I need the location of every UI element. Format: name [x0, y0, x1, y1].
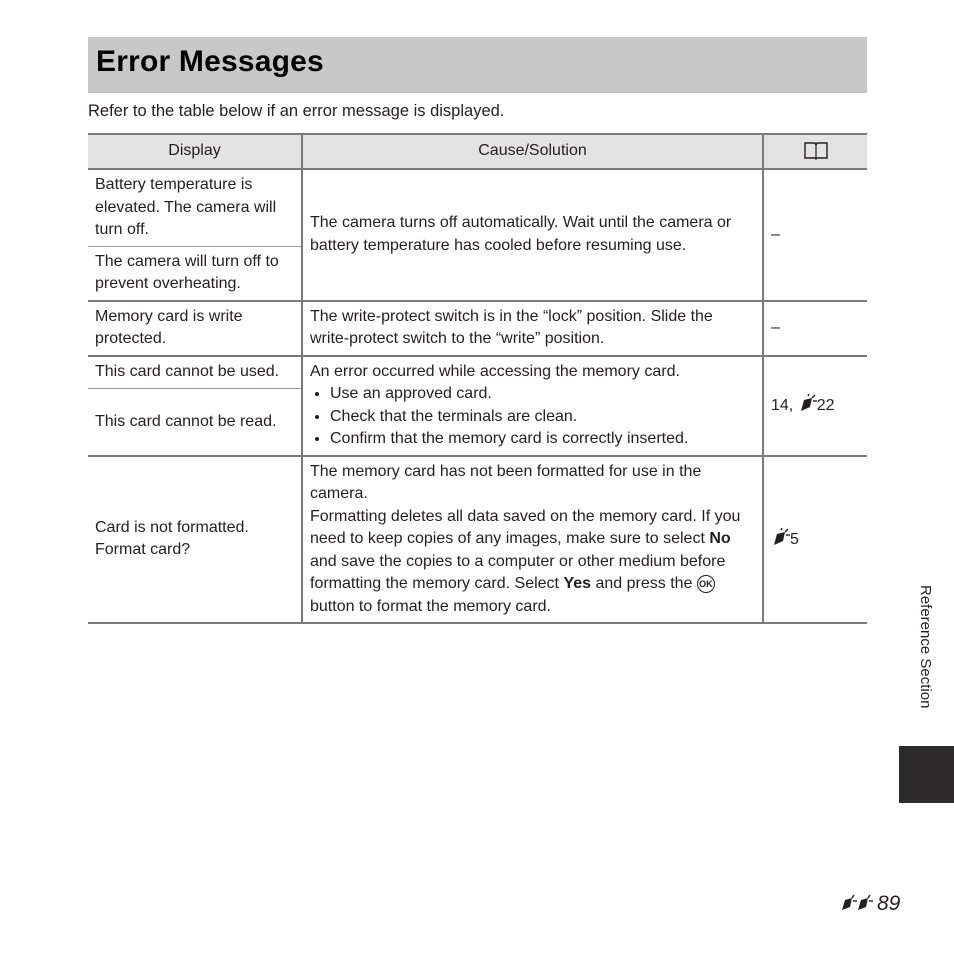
error-table — [88, 133, 867, 624]
display-cell: This card cannot be used. — [88, 356, 302, 389]
reference-section-icon — [840, 894, 876, 914]
cause-text: and press the — [591, 575, 697, 592]
cause-paragraph-2 — [310, 506, 755, 619]
cause-cell: The camera turns off automatically. Wait until the camera or battery temperature has cooled before resuming use. — [302, 169, 763, 301]
page-number — [840, 892, 900, 916]
book-icon — [803, 140, 829, 160]
display-cell: Card is not formatted. Format card? — [88, 456, 302, 624]
ref-cell: – — [763, 301, 867, 356]
side-tab — [899, 746, 954, 803]
cause-text: button to format the memory card. — [310, 597, 551, 615]
page-title: Error Messages — [96, 45, 324, 78]
table-row — [88, 169, 867, 246]
ref-prefix: 14, — [771, 396, 798, 414]
yes-option: Yes — [563, 575, 592, 592]
ref-cell — [763, 356, 867, 456]
list-item: • Check that the terminals are clean. — [330, 406, 755, 429]
cause-text: Formatting deletes all data saved on the memory card. If you need to keep copies of any images, make sure to select — [310, 507, 741, 547]
table-row — [88, 301, 867, 356]
page-number-value: 89 — [877, 892, 901, 915]
ref-page: 22 — [816, 396, 835, 414]
display-cell: Battery temperature is elevated. The camera will turn off. — [88, 169, 302, 246]
display-cell: Memory card is write protected. — [88, 301, 302, 356]
reference-section-icon — [771, 528, 790, 547]
display-cell: The camera will turn off to prevent overheating. — [88, 246, 302, 301]
cause-intro: An error occurred while accessing the memory card. — [310, 362, 680, 380]
header-display: Display — [88, 134, 302, 169]
cause-paragraph-1: The memory card has not been formatted for use in the camera. — [310, 462, 702, 502]
ref-cell — [763, 456, 867, 624]
display-cell: This card cannot be read. — [88, 389, 302, 456]
list-item: • Confirm that the memory card is correctly inserted. — [330, 428, 755, 451]
table-header-row — [88, 134, 867, 169]
ok-button-icon: OK — [697, 575, 715, 593]
cause-list — [310, 383, 755, 451]
ref-page: 5 — [790, 530, 799, 548]
table-row — [88, 356, 867, 389]
cause-cell — [302, 456, 763, 624]
cause-cell — [302, 356, 763, 456]
cause-cell: The write-protect switch is in the “lock” position. Slide the write-protect switch to the “write” position. — [302, 301, 763, 356]
cause-text: and save the copies to a computer or other medium before formatting the memory card. Select — [310, 552, 726, 592]
side-section-label: Reference Section — [917, 585, 934, 709]
title-bar — [88, 37, 867, 93]
intro-text: Refer to the table below if an error message is displayed. — [88, 102, 505, 120]
header-reference — [763, 134, 867, 169]
table-row — [88, 456, 867, 624]
header-cause: Cause/Solution — [302, 134, 763, 169]
list-item: • Use an approved card. — [330, 383, 755, 406]
reference-section-icon — [798, 394, 817, 413]
no-option: No — [709, 530, 731, 547]
ref-cell: – — [763, 169, 867, 301]
